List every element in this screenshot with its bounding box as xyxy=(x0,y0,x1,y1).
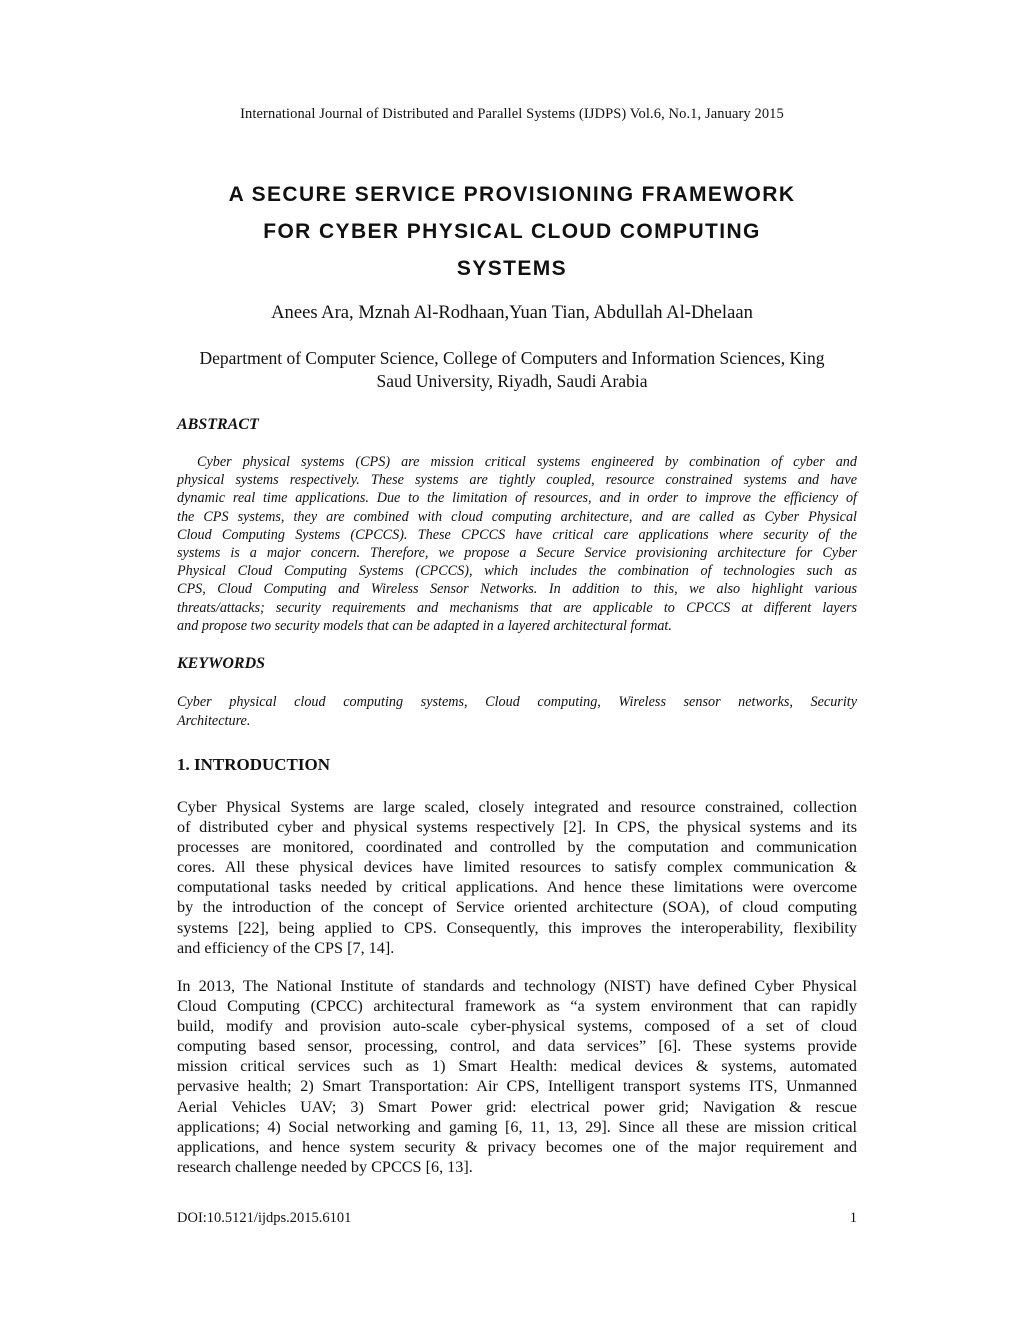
paragraph-line: mission critical services such as 1) Smart Health: medical devices & systems, automated xyxy=(177,1057,857,1076)
abstract-line: dynamic real time applications. Due to the limitation of resources, and in order to improve the efficiency of xyxy=(177,490,857,507)
paragraph-line: and efficiency of the CPS [7, 14]. xyxy=(177,938,395,957)
affiliation-line: Department of Computer Science, College of Computers and Information Sciences, King xyxy=(199,348,825,368)
paragraph-line: of distributed cyber and physical systems respectively [2]. In CPS, the physical systems and its xyxy=(177,818,857,837)
keywords-heading: KEYWORDS xyxy=(177,655,266,672)
abstract-line: the CPS systems, they are combined with cloud computing architecture, and are called as Cyber Physical xyxy=(177,508,857,525)
paragraph-line: by the introduction of the concept of Service oriented architecture (SOA), of cloud computing xyxy=(177,898,857,917)
paragraph-line: processes are monitored, coordinated and controlled by the computation and communication xyxy=(177,838,857,857)
abstract-line: CPS, Cloud Computing and Wireless Sensor Networks. In addition to this, we also highlight various xyxy=(177,581,857,598)
paragraph-line: computational tasks needed by critical applications. And hence these limitations were overcome xyxy=(177,878,857,897)
paragraph-line: Aerial Vehicles UAV; 3) Smart Power grid: electrical power grid; Navigation & rescue xyxy=(177,1097,857,1116)
abstract-line: Cyber physical systems (CPS) are mission critical systems engineered by combination of cyber and xyxy=(197,454,857,470)
paragraph-line: Cloud Computing (CPCC) architectural framework as “a system environment that can rapidly xyxy=(177,997,857,1016)
paragraph-line: research challenge needed by CPCCS [6, 13]. xyxy=(177,1157,473,1176)
paragraph-line: pervasive health; 2) Smart Transportation: Air CPS, Intelligent transport systems ITS, Unmanned xyxy=(177,1077,857,1096)
introduction-paragraph-1 xyxy=(177,797,857,958)
paragraph-line: systems [22], being applied to CPS. Consequently, this improves the interoperability, flexibility xyxy=(177,918,857,937)
paragraph-line: applications, and hence system security & privacy becomes one of the major requirement and xyxy=(177,1137,857,1156)
abstract-line: Physical Cloud Computing Systems (CPCCS), which includes the combination of technologies such as xyxy=(177,563,857,580)
paragraph-line: applications; 4) Social networking and gaming [6, 11, 13, 29]. Since all these are mission critical xyxy=(177,1117,857,1136)
abstract-line: and propose two security models that can be adapted in a layered architectural format. xyxy=(177,617,672,634)
introduction-paragraph-2 xyxy=(177,976,857,1177)
doi-footer: DOI:10.5121/ijdps.2015.6101 xyxy=(177,1210,352,1226)
author-list: Anees Ara, Mznah Al-Rodhaan,Yuan Tian, Abdullah Al-Dhelaan xyxy=(271,302,753,323)
affiliation xyxy=(150,347,874,393)
abstract-line: systems is a major concern. Therefore, we propose a Secure Service provisioning architecture for Cyber xyxy=(177,545,857,562)
paragraph-line: build, modify and provision auto-scale cyber-physical systems, composed of a set of cloud xyxy=(177,1017,857,1036)
paragraph-line: In 2013, The National Institute of standards and technology (NIST) have defined Cyber Physical xyxy=(177,977,857,995)
abstract-line: physical systems respectively. These systems are tightly coupled, resource constrained systems and have xyxy=(177,472,857,489)
paragraph-line: computing based sensor, processing, control, and data services” [6]. These systems provide xyxy=(177,1037,857,1056)
abstract-line: threats/attacks; security requirements and mechanisms that are applicable to CPCCS at different layers xyxy=(177,599,857,616)
introduction-heading: 1. INTRODUCTION xyxy=(177,755,331,774)
paper-title xyxy=(120,176,904,287)
abstract-heading: ABSTRACT xyxy=(177,416,259,433)
paragraph-line: cores. All these physical devices have limited resources to satisfy complex communication & xyxy=(177,858,857,877)
abstract-line: Cloud Computing Systems (CPCCS). These CPCCS have critical care applications where security of the xyxy=(177,526,857,543)
page-number: 1 xyxy=(849,1210,857,1226)
abstract-text xyxy=(177,453,857,635)
running-header: International Journal of Distributed and Parallel Systems (IJDPS) Vol.6, No.1, January 2015 xyxy=(240,106,784,122)
keywords-line: Cyber physical cloud computing systems, Cloud computing, Wireless sensor networks, Security xyxy=(177,694,857,710)
keywords-line: Architecture. xyxy=(177,713,251,729)
paragraph-line: Cyber Physical Systems are large scaled, closely integrated and resource constrained, collection xyxy=(177,798,857,816)
affiliation-line: Saud University, Riyadh, Saudi Arabia xyxy=(376,371,648,391)
title-line: A SECURE SERVICE PROVISIONING FRAMEWORK xyxy=(228,183,796,206)
keywords-text xyxy=(177,693,857,731)
title-line: FOR CYBER PHYSICAL CLOUD COMPUTING xyxy=(263,220,761,243)
title-line: SYSTEMS xyxy=(456,257,568,280)
